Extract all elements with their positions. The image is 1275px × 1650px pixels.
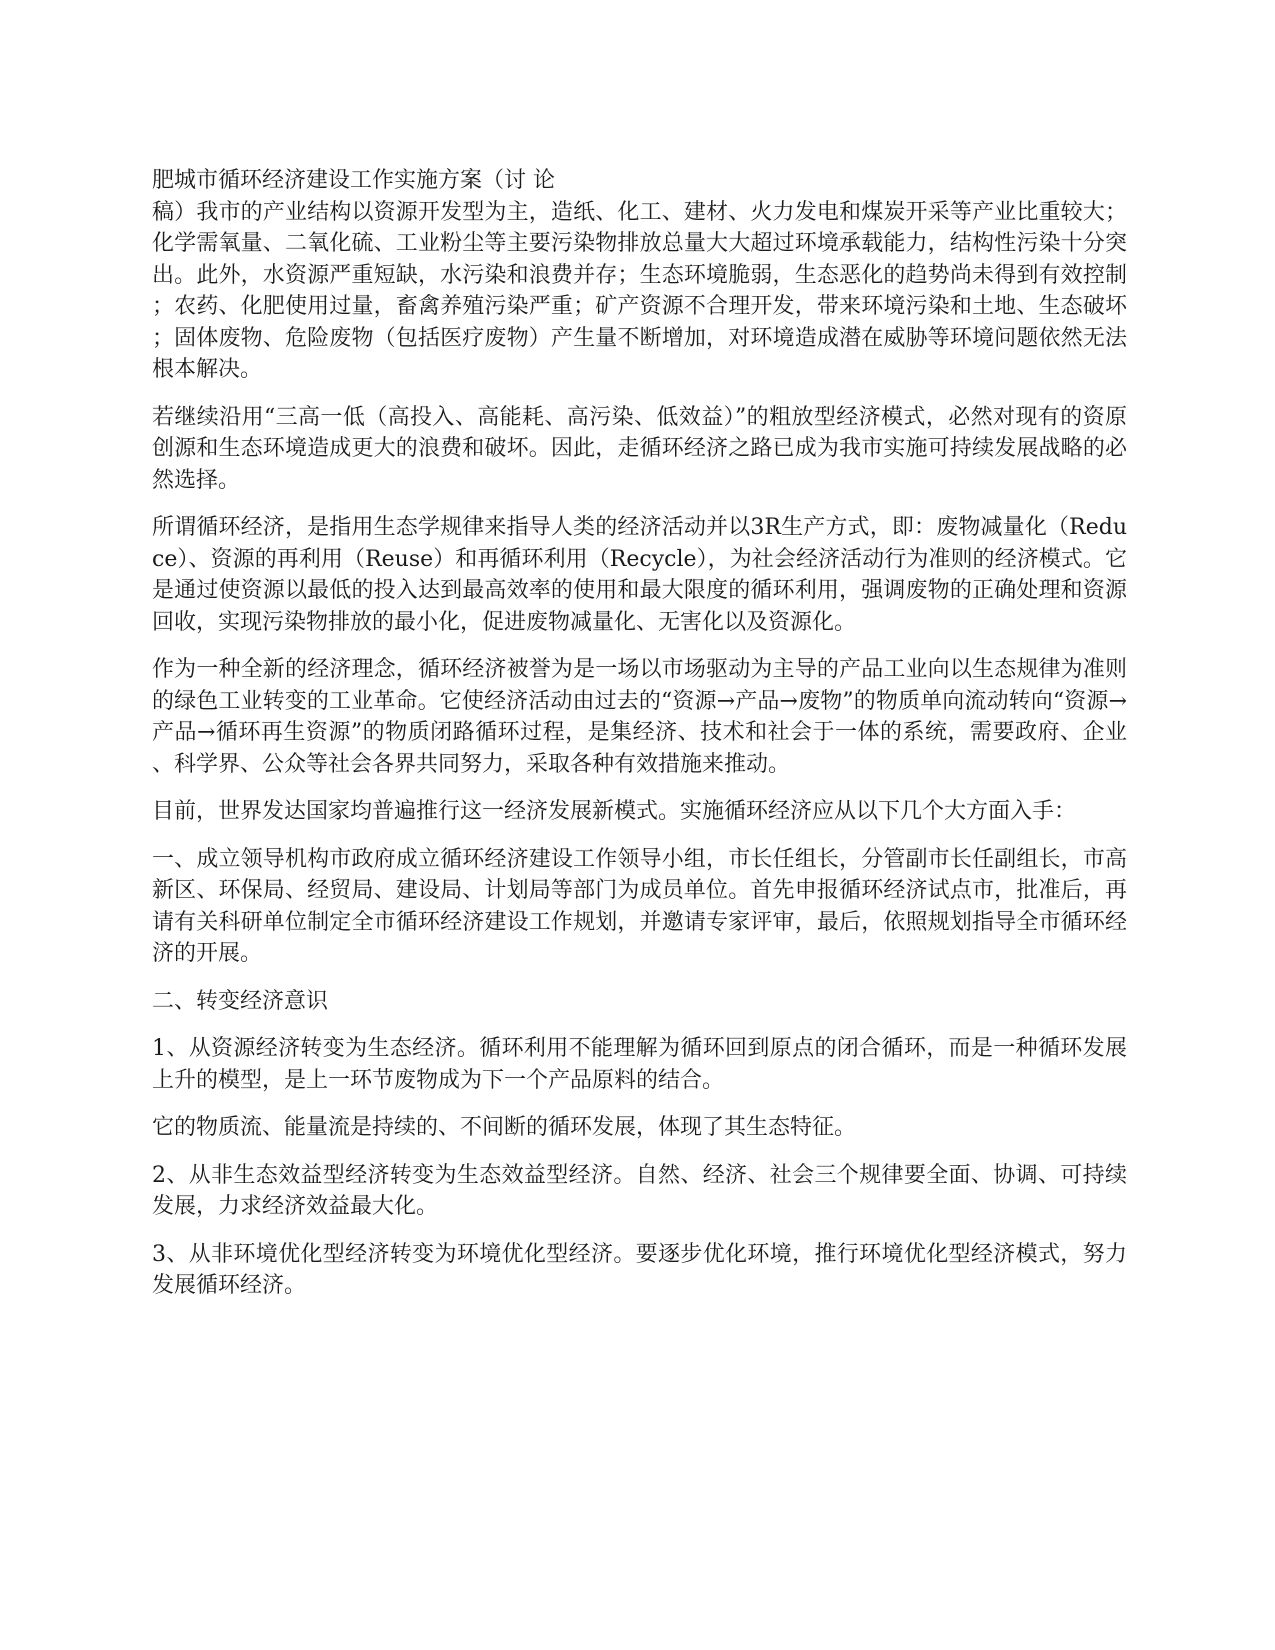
paragraph: 它的物质流、能量流是持续的、不间断的循环发展，体现了其生态特征。 [152, 1115, 857, 1140]
paragraph: 2、从非生态效益型经济转变为生态效益型经济。自然、经济、社会三个规律要全面、协调、可持续发展，力求经济效益最大化。 [152, 1162, 1127, 1219]
paragraph: 若继续沿用“三高一低（高投入、高能耗、高污染、低效益）”的粗放型经济模式，必然对现有的资原创源和生态环境造成更大的浪费和破坏。因此，走循环经济之路已成为我市实施可持续发展战略的必然选择。 [152, 404, 1127, 493]
paragraph: 目前，世界发达国家均普遍推行这一经济发展新模式。实施循环经济应从以下几个大方面入手： [152, 799, 1077, 824]
section-heading: 二、转变经济意识 [152, 988, 329, 1014]
paragraph-intro [152, 165, 1127, 386]
paragraph: 作为一种全新的经济理念，循环经济被誉为是一场以市场驱动为主导的产品工业向以生态规律为准则的绿色工业转变的工业革命。它使经济活动由过去的“资源→产品→废物”的物质单向流动转向“资源→产品→循环再生资源”的物质闭路循环过程，是集经济、技术和社会于一体的系统，需要政府、企业、科学界、公众等社会各界共同努力，采取各种有效措施来推动。 [152, 657, 1127, 777]
paragraph: 3、从非环境优化型经济转变为环境优化型经济。要逐步优化环境，推行环境优化型经济模式，努力发展循环经济。 [152, 1241, 1127, 1298]
paragraph: 一、成立领导机构市政府成立循环经济建设工作领导小组，市长任组长，分管副市长任副组长，市高新区、环保局、经贸局、建设局、计划局等部门为成员单位。首先申报循环经济试点市，批准后，再请有关科研单位制定全市循环经济建设工作规划，并邀请专家评审，最后，依照规划指导全市循环经济的开展。 [152, 846, 1127, 966]
paragraph: 所谓循环经济，是指用生态学规律来指导人类的经济活动并以3R生产方式，即：废物减量化（Reduce）、资源的再利用（Reuse）和再循环利用（Recycle），为社会经济活动行为准则的经济模式。它是通过使资源以最低的投入达到最高效率的使用和最大限度的循环利用，强调废物的正确处理和资源回收，实现污染物排放的最小化，促进废物减量化、无害化以及资源化。 [152, 515, 1127, 635]
document-title: 肥城市循环经济建设工作实施方案（讨 论 [152, 168, 555, 193]
document-page [152, 165, 1127, 1318]
paragraph-text: 稿）我市的产业结构以资源开发型为主，造纸、化工、建材、火力发电和煤炭开采等产业比重较大；化学需氧量、二氧化硫、工业粉尘等主要污染物排放总量大大超过环境承载能力，结构性污染十分突出。此外，水资源严重短缺，水污染和浪费并存；生态环境脆弱，生态恶化的趋势尚未得到有效控制；农药、化肥使用过量，畜禽养殖污染严重；矿产资源不合理开发，带来环境污染和土地、生态破坏；固体废物、危险废物（包括医疗废物）产生量不断增加，对环境造成潜在威胁等环境问题依然无法根本解决。 [152, 199, 1127, 382]
paragraph: 1、从资源经济转变为生态经济。循环利用不能理解为循环回到原点的闭合循环，而是一种循环发展上升的模型，是上一环节废物成为下一个产品原料的结合。 [152, 1036, 1127, 1093]
